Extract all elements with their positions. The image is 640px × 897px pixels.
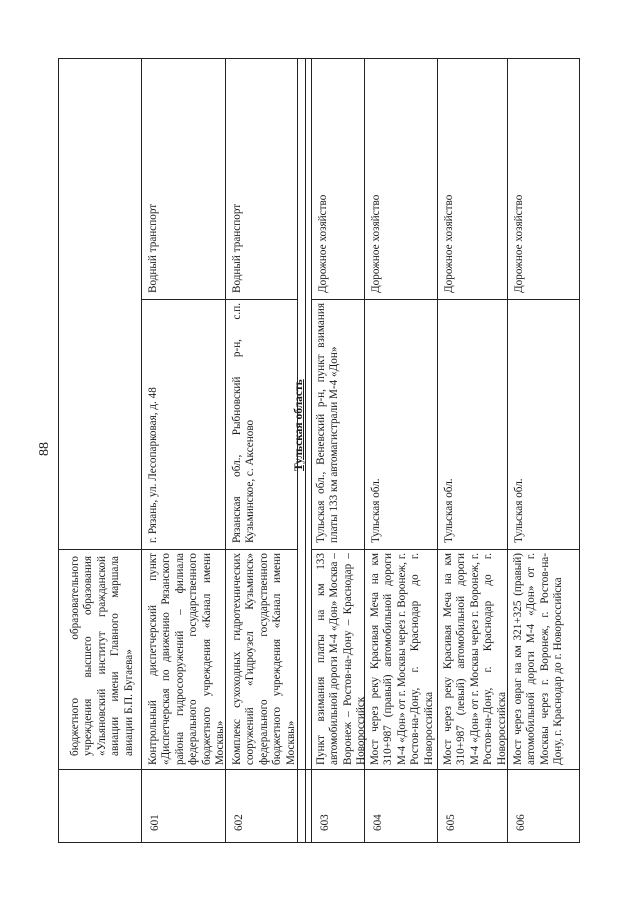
page-number: 88 — [37, 442, 52, 456]
row-number: 604 — [372, 814, 384, 831]
object-sector: Дорожное хозяйство — [370, 194, 382, 293]
table-row — [507, 59, 579, 844]
object-name: Мост через реку Красивая Меча на км 310+987 (левый) автомобильной дороги М-4 «Дон» от г. Москвы через г. Воронеж, г. Ростов-на-Дону, г. Краснодар до г. Новороссийска — [442, 553, 508, 765]
object-address: г. Рязань, ул. Лесопарковая, д. 48 — [147, 387, 159, 543]
row-number: 603 — [319, 814, 331, 831]
object-sector: Дорожное хозяйство — [443, 194, 455, 293]
row-number: 602 — [233, 814, 245, 831]
object-name: Пункт взимания платы на км 133 автомобильной дороги М-4 «Дон» Москва – Воронеж – Ростов-на-Дону – Краснодар – Новороссийск — [315, 553, 368, 765]
object-name: бюджетного образовательного учреждения высшего образования «Ульяновский институт гражданской авиации имени Главного маршала авиации Б.П. Бугаева» — [69, 556, 135, 756]
object-name: Мост через реку Красивая Меча на км 310+987 (правый) автомобильной дороги М-4 «Дон» от г. Москвы через г. Воронеж, г. Ростов-на-Дону, г. Краснодар до г. Новороссийска — [369, 553, 435, 765]
object-sector: Дорожное хозяйство — [317, 194, 329, 293]
object-address: Тульская обл. — [513, 478, 525, 543]
object-sector: Дорожное хозяйство — [513, 194, 525, 293]
document-table — [58, 58, 580, 843]
table-row — [59, 59, 141, 844]
table-row — [364, 59, 437, 844]
object-address: Тульская обл., Веневский р-н, пункт взимания платы 133 км автомагистрали М-4 «Дон» — [315, 303, 341, 543]
object-address: Рязанская обл., Рыбновский р-н, с.п. Кузьминское, с. Аксеново — [231, 303, 257, 543]
table-row — [225, 59, 297, 844]
table-row — [141, 59, 225, 844]
table-row — [437, 59, 507, 844]
region-header: Тульская область — [293, 379, 305, 471]
object-address: Тульская обл. — [443, 478, 455, 543]
object-name: Контрольный диспетчерский пункт «Диспетчерская по движению Рязанского района гидросооружений – филиала федерального государственного бюджетного учреждения «Канал имени Москвы» — [147, 553, 227, 765]
row-number: 605 — [445, 814, 457, 831]
table-row — [311, 59, 368, 844]
object-sector: Водный транспорт — [147, 203, 159, 293]
row-number: 606 — [515, 814, 527, 831]
row-divider — [305, 59, 306, 842]
object-name: Комплекс сухоходных гидротехнических сооружений «Гидроузел Кузьминск» федерального государственного бюджетного учреждения «Канал имени Москвы» — [231, 553, 297, 765]
row-number: 601 — [149, 814, 161, 831]
object-address: Тульская обл. — [370, 478, 382, 543]
object-sector: Водный транспорт — [231, 203, 243, 293]
object-name: Мост через овраг на км 321+325 (правый) автомобильной дороги М-4 «Дон» от г. Москвы через г. Воронеж, г. Ростов-на-Дону, г. Краснодар до г. Новороссийска — [512, 553, 565, 765]
